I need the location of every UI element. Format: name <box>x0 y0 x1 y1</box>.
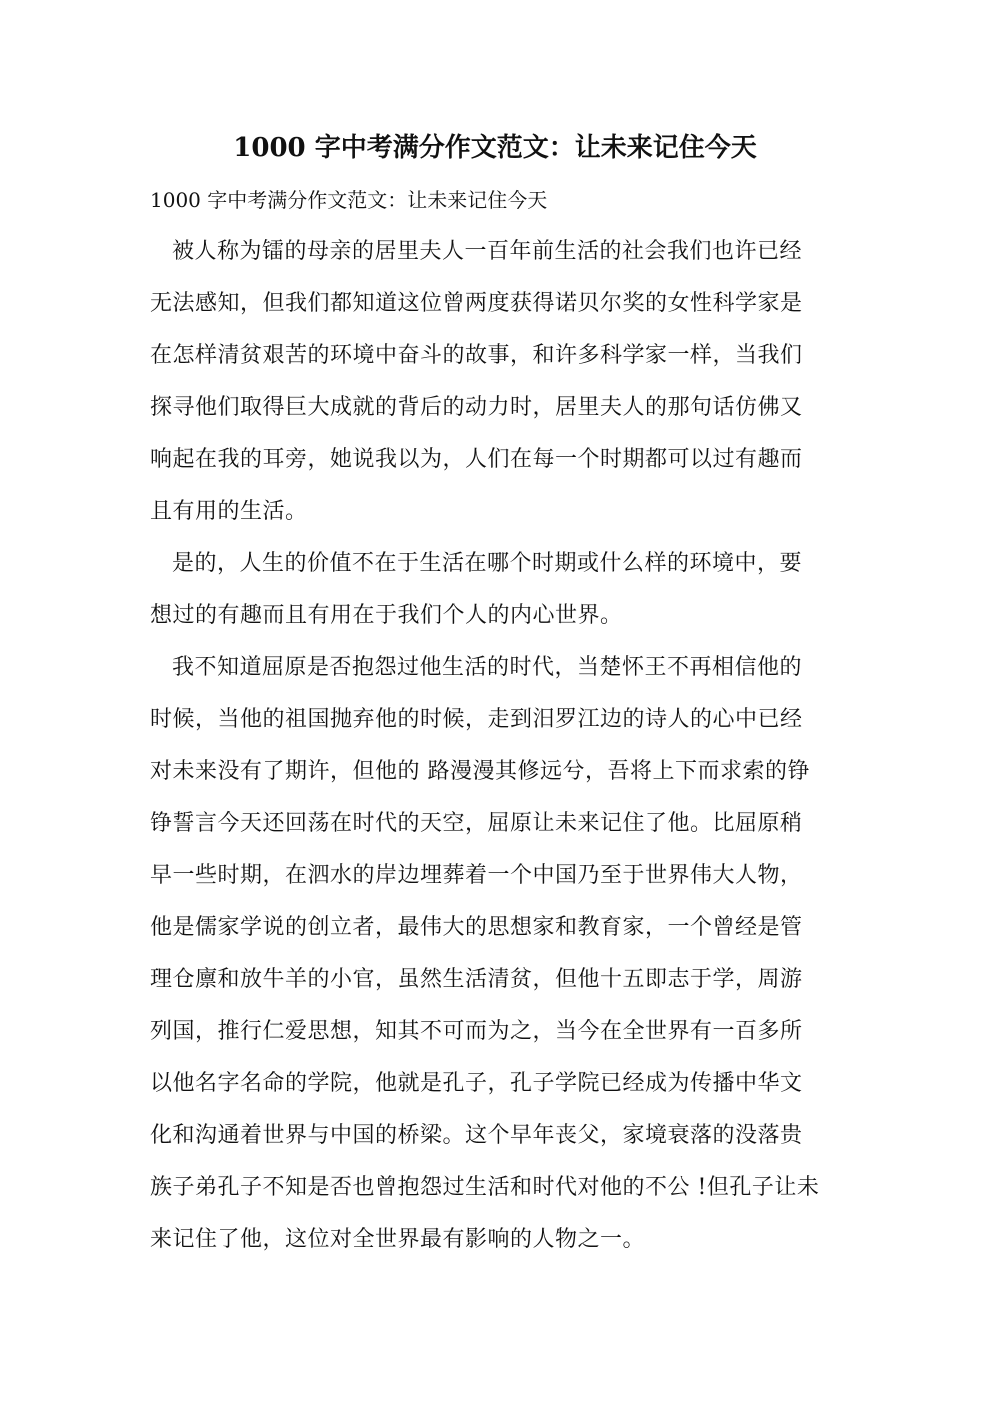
paragraph-3-line-1: 我不知道屈原是否抱怨过他生活的时代，当楚怀王不再相信他的 <box>172 655 803 680</box>
paragraph-1-line-2: 无法感知，但我们都知道这位曾两度获得诺贝尔奖的女性科学家是 <box>150 291 803 316</box>
paragraph-3-line-10: 化和沟通着世界与中国的桥梁。这个早年丧父，家境衰落的没落贵 <box>150 1123 803 1148</box>
document-subtitle: 1000 字中考满分作文范文：让未来记住今天 <box>150 188 548 212</box>
paragraph-1-line-4: 探寻他们取得巨大成就的背后的动力时，居里夫人的那句话仿佛又 <box>150 395 803 420</box>
paragraph-1-line-6: 且有用的生活。 <box>150 499 308 524</box>
paragraph-1-line-1: 被人称为镭的母亲的居里夫人一百年前生活的社会我们也许已经 <box>172 239 803 264</box>
paragraph-1-line-3: 在怎样清贫艰苦的环境中奋斗的故事，和许多科学家一样，当我们 <box>150 343 803 368</box>
paragraph-3-line-8: 列国，推行仁爱思想，知其不可而为之，当今在全世界有一百多所 <box>150 1019 803 1044</box>
paragraph-3-line-4: 铮誓言今天还回荡在时代的天空，屈原让未来记住了他。比屈原稍 <box>150 811 803 836</box>
paragraph-3-line-11: 族子弟孔子不知是否也曾抱怨过生活和时代对他的不公 !但孔子让未 <box>150 1175 820 1200</box>
paragraph-3-line-6: 他是儒家学说的创立者，最伟大的思想家和教育家，一个曾经是管 <box>150 915 803 940</box>
paragraph-3-line-3: 对未来没有了期许，但他的 路漫漫其修远兮，吾将上下而求索的铮 <box>150 759 810 784</box>
document-title: 1000 字中考满分作文范文：让未来记住今天 <box>233 133 757 163</box>
paragraph-2-line-1: 是的，人生的价值不在于生活在哪个时期或什么样的环境中，要 <box>172 551 803 576</box>
paragraph-1-line-5: 响起在我的耳旁，她说我以为，人们在每一个时期都可以过有趣而 <box>150 447 803 472</box>
paragraph-2-line-2: 想过的有趣而且有用在于我们个人的内心世界。 <box>150 603 623 628</box>
paragraph-3-line-12: 来记住了他，这位对全世界最有影响的人物之一。 <box>150 1227 646 1252</box>
paragraph-3-line-7: 理仓廪和放牛羊的小官，虽然生活清贫，但他十五即志于学，周游 <box>150 967 803 992</box>
paragraph-3-line-2: 时候，当他的祖国抛弃他的时候，走到汨罗江边的诗人的心中已经 <box>150 707 803 732</box>
paragraph-3-line-9: 以他名字名命的学院，他就是孔子，孔子学院已经成为传播中华文 <box>150 1071 803 1096</box>
paragraph-3-line-5: 早一些时期，在泗水的岸边埋葬着一个中国乃至于世界伟大人物， <box>150 863 803 888</box>
